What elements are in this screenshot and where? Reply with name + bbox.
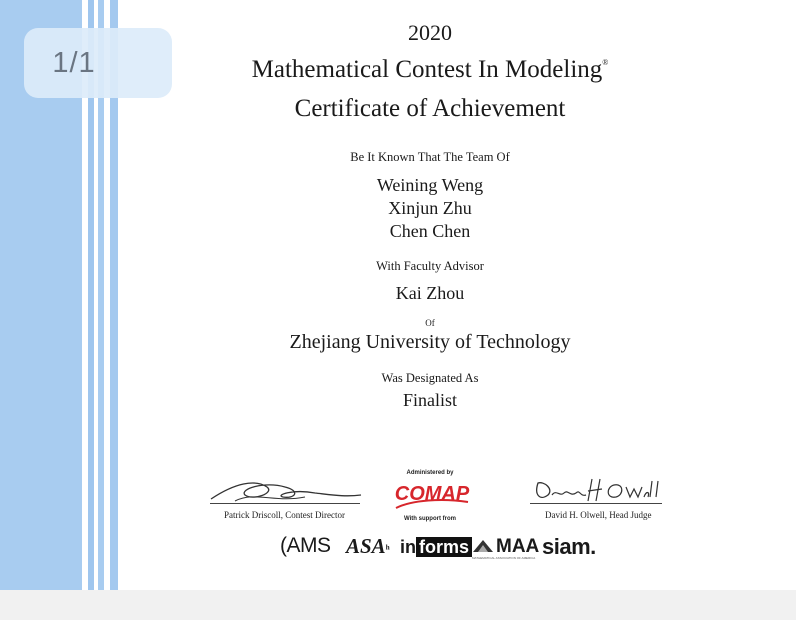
informs-box: forms [416, 537, 472, 557]
head-judge-signature [530, 473, 665, 507]
administered-by-label: Administered by [406, 470, 454, 476]
institution-name: Zhejiang University of Technology [289, 331, 571, 353]
asa-logo [346, 534, 390, 559]
support-label: With support from [404, 516, 456, 522]
certificate-title: Certificate of Achievement [294, 95, 566, 122]
contest-year: 2020 [408, 20, 452, 45]
advisor-label: With Faculty Advisor [376, 259, 484, 273]
page-indicator-text: 1/1 [52, 46, 96, 79]
team-member: Chen Chen [389, 221, 471, 241]
viewer-background [0, 590, 796, 620]
signature-line [210, 503, 360, 504]
advisor-name: Kai Zhou [395, 283, 465, 303]
contest-name [190, 56, 670, 84]
asa-logo-text: ASA [346, 534, 386, 558]
team-member: Weining Weng [376, 175, 484, 195]
comap-logo-text: COMAP [394, 483, 470, 505]
head-judge-name: David H. Olwell, Head Judge [545, 510, 652, 520]
siam-logo: siam. [542, 534, 596, 559]
informs-prefix: in [400, 537, 416, 557]
contest-name-text: Mathematical Contest In Modeling [251, 56, 603, 83]
ams-logo-text: AMS [286, 534, 331, 557]
ams-logo [280, 534, 331, 558]
informs-logo [400, 537, 472, 558]
asa-mark-icon: ʰ [385, 542, 390, 556]
ams-bracket-icon: ( [280, 534, 287, 557]
maa-icon [472, 539, 494, 553]
registered-mark: ® [602, 58, 609, 67]
team-member: Xinjun Zhu [388, 198, 472, 218]
comap-logo [392, 478, 472, 512]
page-indicator [24, 28, 172, 98]
maa-logo: MAA [496, 536, 540, 557]
signature-line [530, 503, 662, 504]
maa-subtitle: MATHEMATICAL ASSOCIATION OF AMERICA [472, 556, 536, 560]
sponsor-logos [280, 534, 620, 564]
award-designation: Finalist [402, 390, 457, 410]
contest-director-name: Patrick Driscoll, Contest Director [224, 510, 345, 520]
designated-label: Was Designated As [381, 371, 479, 385]
intro-text: Be It Known That The Team Of [350, 150, 510, 164]
of-label: Of [425, 318, 435, 328]
